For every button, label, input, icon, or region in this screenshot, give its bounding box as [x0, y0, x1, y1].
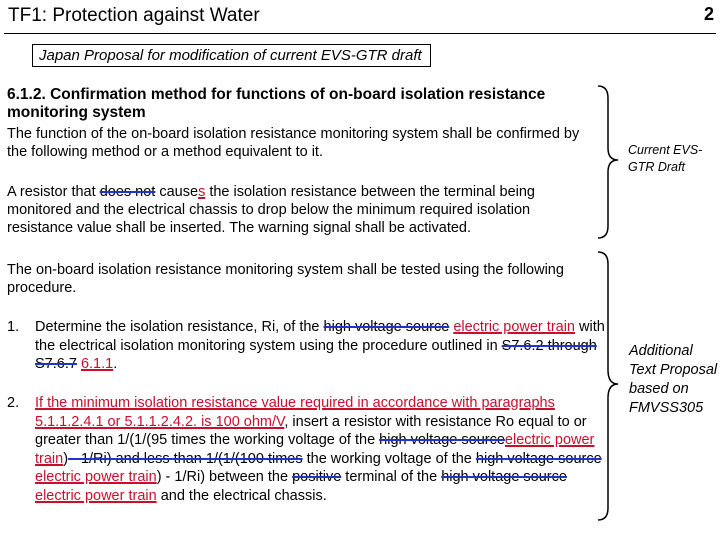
list-item-2	[7, 394, 607, 505]
deleted-text: high voltage source	[441, 469, 567, 485]
deleted-text: high voltage source	[379, 432, 505, 448]
deleted-text: positive	[292, 469, 342, 485]
list-number: 2.	[7, 395, 20, 411]
note-current-draft: Current EVS-GTR Draft	[628, 143, 703, 174]
text-span: with the electrical isolation monitoring system using the procedure outlined in	[35, 319, 605, 354]
deleted-text: S7.6.2 through S7.6.7	[35, 337, 597, 372]
text-span: A resistor that	[7, 184, 100, 200]
section-heading: 6.1.2. Confirmation method for functions of on-board isolation resistance monitoring system	[7, 86, 546, 121]
text-span: .	[113, 356, 118, 372]
paragraph-procedure: The on-board isolation resistance monitoring system shall be tested using the following procedure.	[7, 262, 564, 296]
text-span: , insert a resistor with resistance Ro equal to or greater than 1/(1/(95 times the working voltage of the	[35, 413, 587, 448]
text-span: the isolation resistance between the terminal being monitored and the electrical chassis to drop below the minimum required isolation resistance value shall be inserted. The warning signal shall be activated.	[7, 184, 535, 236]
inserted-text: electric power train	[35, 487, 157, 504]
list-item-body	[35, 394, 607, 505]
page-number: 2	[703, 4, 714, 24]
inserted-text: If the minimum isolation resistance value required in accordance with paragraphs 5.1.1.2.4.1 or 5.1.1.2.4.2. is 100 ohm/V	[35, 395, 555, 430]
text-span: cause	[155, 184, 199, 200]
text-span: )	[63, 450, 69, 467]
inserted-text: s	[198, 184, 206, 200]
inserted-text: electric power train	[453, 319, 575, 335]
text-span: ) - 1/Ri) between the	[156, 469, 293, 485]
list-item-1	[7, 318, 607, 374]
paragraph-function: The function of the on-board isolation resistance monitoring system shall be confirmed by the following method or a method equivalent to it.	[7, 126, 580, 160]
list-number: 1.	[7, 319, 20, 335]
brace-additional-text	[598, 252, 618, 520]
proposal-box: Japan Proposal for modification of current EVS-GTR draft	[32, 44, 431, 67]
inserted-text: 6.1.1	[80, 356, 114, 372]
title-divider	[4, 33, 716, 34]
list-item-body	[35, 318, 607, 374]
paragraph-resistor	[7, 183, 587, 237]
slide-title: TF1: Protection against Water	[8, 5, 260, 26]
text-span: the working voltage of the	[302, 450, 476, 467]
deleted-text: - 1/Ri) and less than 1/(1/(100 times	[68, 450, 303, 467]
brace-current-draft	[598, 86, 618, 238]
text-span: Determine the isolation resistance, Ri, of the	[35, 319, 324, 335]
text-span: terminal of the	[341, 469, 442, 485]
deleted-text: high voltage source	[323, 319, 450, 335]
deleted-text: does not	[99, 184, 156, 200]
note-additional-text: Additional Text Proposal based on FMVSS305	[629, 343, 718, 416]
text-span: and the electrical chassis.	[156, 487, 327, 504]
deleted-text: high voltage source	[475, 450, 602, 467]
inserted-text: electric power train	[35, 469, 157, 485]
inserted-text: electric power train	[35, 432, 595, 467]
brace-bracket-group	[592, 80, 622, 530]
